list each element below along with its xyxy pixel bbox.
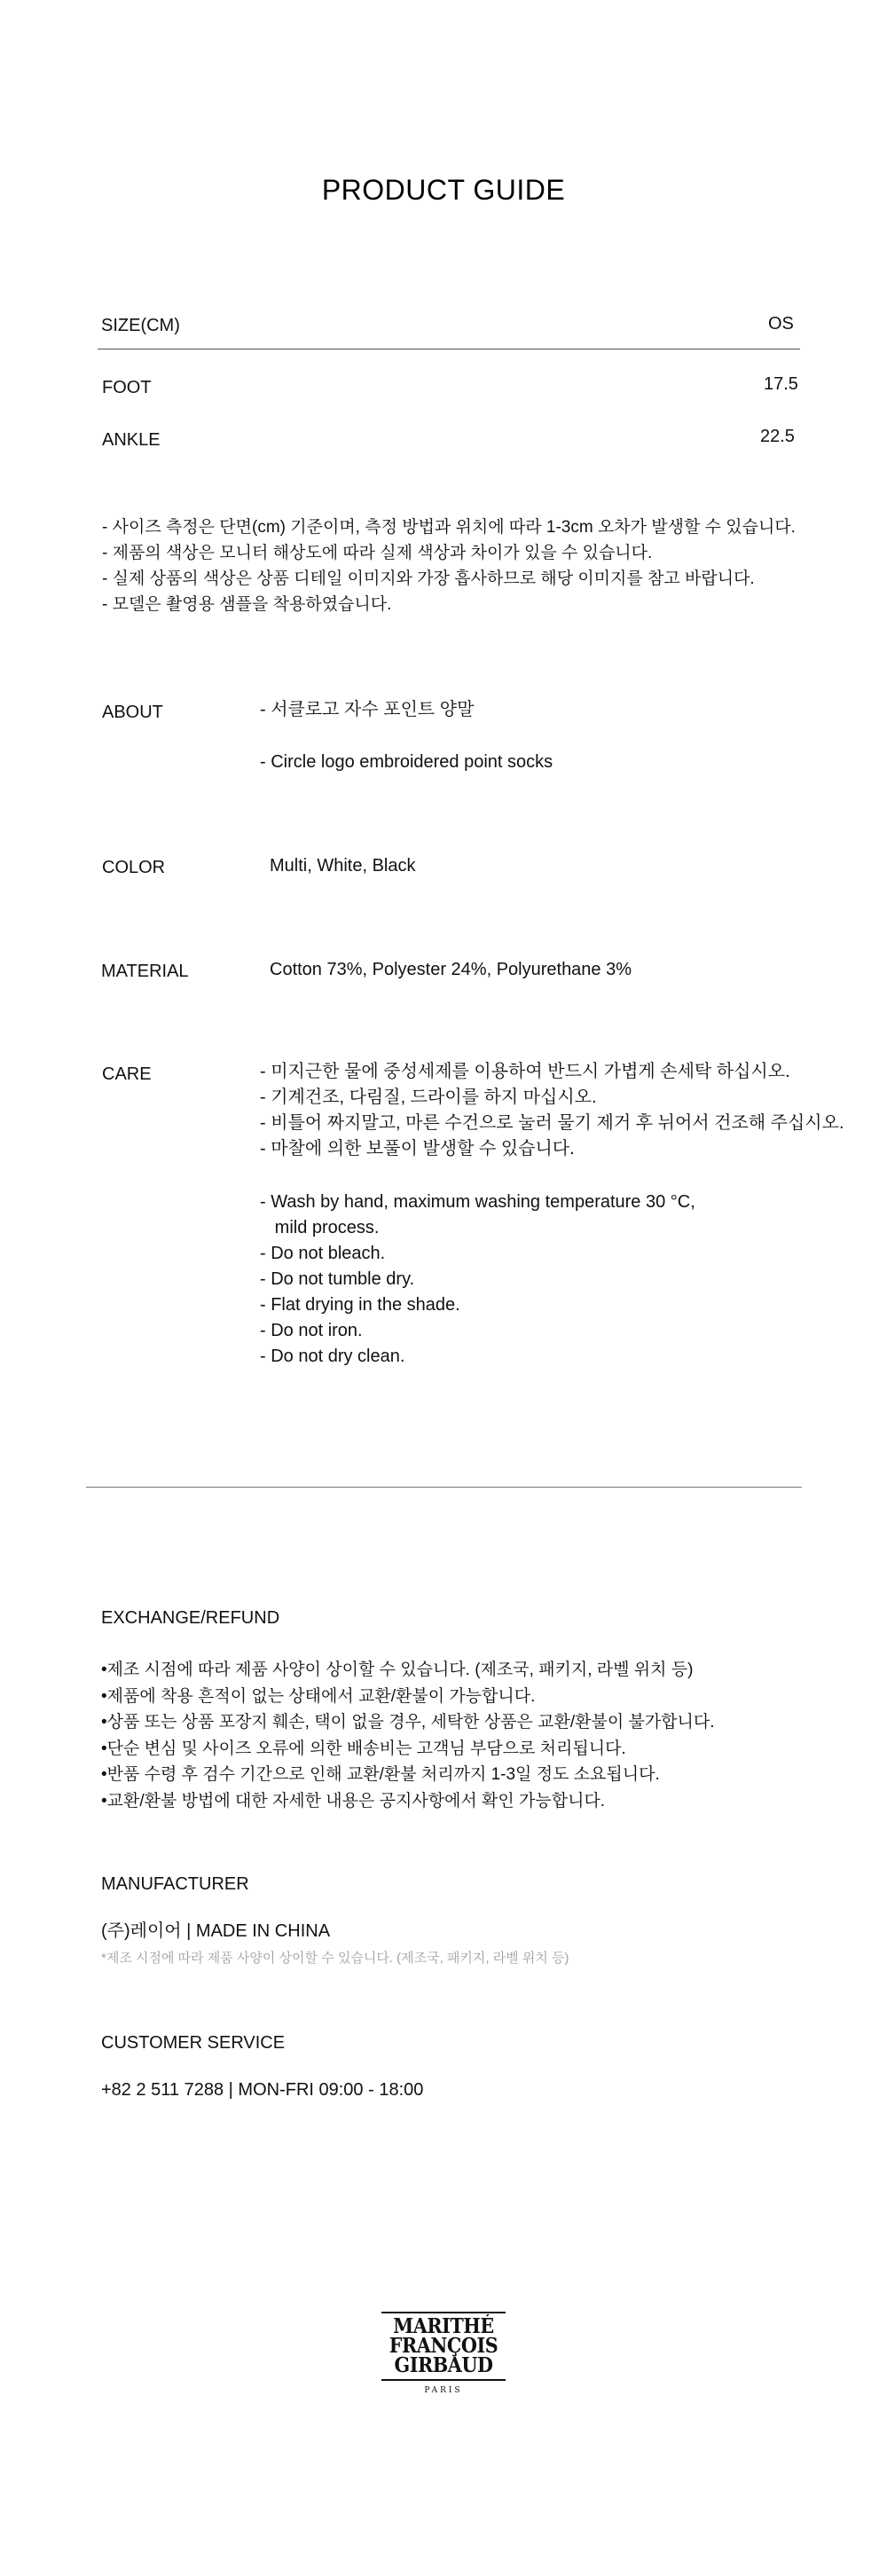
exchange-line: •교환/환불 방법에 대한 자세한 내용은 공지사항에서 확인 가능합니다.: [101, 1791, 606, 1810]
care-en-line: mild process.: [260, 1218, 380, 1237]
size-notes: [102, 514, 796, 617]
manufacturer-value: (주)레이어 | MADE IN CHINA: [101, 1921, 331, 1941]
note-line: - 모델은 촬영용 샘플을 착용하였습니다.: [102, 595, 392, 614]
size-row-foot-value: 17.5: [764, 374, 798, 394]
about-label: ABOUT: [102, 703, 163, 722]
exchange-line: •단순 변심 및 사이즈 오류에 의한 배송비는 고객님 부담으로 처리됩니다.: [101, 1739, 626, 1758]
care-ko-list: [260, 1059, 844, 1162]
exchange-line: •상품 또는 상품 포장지 훼손, 택이 없을 경우, 세탁한 상품은 교환/환불이 불가합니다.: [101, 1713, 715, 1732]
care-ko-line: - 비틀어 짜지말고, 마른 수건으로 눌러 물기 제거 후 뉘어서 건조해 주십시오.: [260, 1113, 844, 1133]
section-divider: [86, 1487, 802, 1488]
care-en-line: - Do not iron.: [260, 1321, 363, 1340]
size-row-foot-label: FOOT: [102, 378, 152, 397]
logo-line: FRANÇOIS: [389, 2334, 498, 2358]
logo-top-rule: [381, 2312, 506, 2313]
care-ko-line: - 마찰에 의한 보풀이 발생할 수 있습니다.: [260, 1139, 575, 1158]
exchange-line: •제조 시점에 따라 제품 사양이 상이할 수 있습니다. (제조국, 패키지, 라벨 위치 등): [101, 1661, 694, 1679]
exchange-line: •반품 수령 후 검수 기간으로 인해 교환/환불 처리까지 1-3일 정도 소요됩니다.: [101, 1765, 660, 1784]
logo-bottom-rule: [381, 2379, 506, 2381]
logo-line: MARITHÉ: [393, 2314, 494, 2338]
care-ko-line: - 미지근한 물에 중성세제를 이용하여 반드시 가볍게 손세탁 하십시오.: [260, 1062, 790, 1081]
care-label: CARE: [102, 1064, 152, 1084]
size-header-os: OS: [768, 314, 794, 334]
care-en-line: - Wash by hand, maximum washing temperature 30 °C,: [260, 1192, 695, 1212]
size-header-label: SIZE(CM): [101, 316, 180, 335]
care-en-line: - Flat drying in the shade.: [260, 1295, 460, 1315]
logo-line: GIRBAUD: [394, 2353, 493, 2377]
customer-service-value: +82 2 511 7288 | MON-FRI 09:00 - 18:00: [101, 2080, 424, 2100]
material-label: MATERIAL: [101, 962, 189, 981]
material-value: Cotton 73%, Polyester 24%, Polyurethane 3%: [270, 960, 632, 979]
note-line: - 실제 상품의 색상은 상품 디테일 이미지와 가장 흡사하므로 해당 이미지를 참고 바랍니다.: [102, 569, 755, 588]
about-ko: - 서클로고 자수 포인트 양말: [260, 700, 475, 719]
care-en-list: [260, 1190, 695, 1370]
care-ko-line: - 기계건조, 다림질, 드라이를 하지 마십시오.: [260, 1088, 597, 1107]
care-en-line: - Do not tumble dry.: [260, 1269, 415, 1289]
logo-city: PARIS: [424, 2386, 463, 2395]
manufacturer-title: MANUFACTURER: [101, 1874, 249, 1894]
care-en-line: - Do not dry clean.: [260, 1347, 405, 1366]
size-row-ankle-value: 22.5: [760, 427, 795, 446]
color-label: COLOR: [102, 858, 166, 877]
care-en-line: - Do not bleach.: [260, 1244, 386, 1263]
exchange-title: EXCHANGE/REFUND: [101, 1608, 280, 1628]
page-title: PRODUCT GUIDE: [321, 174, 566, 206]
brand-logo: [381, 2312, 506, 2395]
manufacturer-note: *제조 시점에 따라 제품 사양이 상이할 수 있습니다. (제조국, 패키지, 라벨 위치 등): [101, 1951, 569, 1966]
note-line: - 제품의 색상은 모니터 해상도에 따라 실제 색상과 차이가 있을 수 있습니다.: [102, 544, 653, 562]
color-value: Multi, White, Black: [270, 856, 416, 876]
note-line: - 사이즈 측정은 단면(cm) 기준이며, 측정 방법과 위치에 따라 1-3cm 오차가 발생할 수 있습니다.: [102, 518, 796, 537]
about-en: - Circle logo embroidered point socks: [260, 752, 553, 772]
customer-service-title: CUSTOMER SERVICE: [101, 2033, 286, 2053]
exchange-list: [101, 1657, 715, 1814]
exchange-line: •제품에 착용 흔적이 없는 상태에서 교환/환불이 가능합니다.: [101, 1686, 536, 1706]
size-row-ankle-label: ANKLE: [102, 430, 161, 450]
